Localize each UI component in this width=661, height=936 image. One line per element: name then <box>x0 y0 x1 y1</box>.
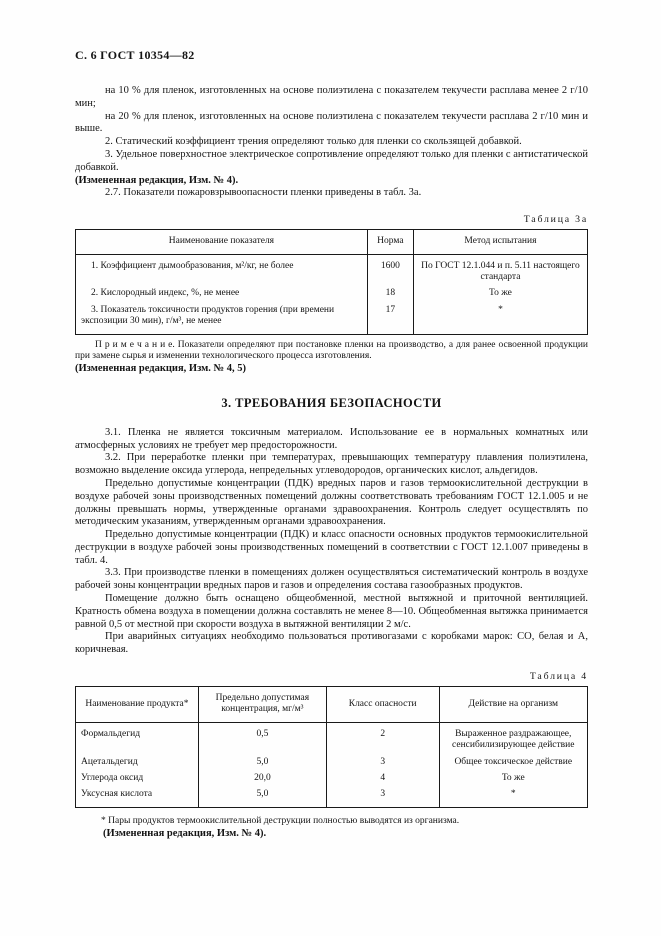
cell-concentration: 20,0 <box>198 770 326 786</box>
cell-product: Ацетальдегид <box>76 754 199 770</box>
paragraph-ventilation: Помещение должно быть оснащено общеобменной, местной вытяжной и приточной вентиляцией. Кратность обмена воздуха в помещении должна составлять не менее 8—10. Общеобменная вытяжка принимается равной 0,5 от местной при скорости воздуха в вытяжной вентиляции 2 м/с. <box>75 593 588 630</box>
table-4-caption: Таблица 4 <box>529 671 588 683</box>
paragraph-3-1: 3.1. Пленка не является токсичным материалом. Использование ее в нормальных комнатных или атмосферных условиях не требует мер предосторожности. <box>75 426 588 451</box>
cell-indicator: 3. Показатель токсичности продуктов горения (при времени экспозиции 30 мин), г/м³, не менее <box>76 302 368 334</box>
cell-product: Формальдегид <box>76 722 199 753</box>
cell-hazard-class: 4 <box>326 770 439 786</box>
cell-method: По ГОСТ 12.1.044 и п. 5.11 настоящего стандарта <box>413 254 587 285</box>
table-row <box>76 285 588 301</box>
table-row <box>76 302 588 334</box>
table-header-row <box>76 687 588 723</box>
table-row <box>76 770 588 786</box>
column-header-hazard-class: Класс опасности <box>326 687 439 723</box>
paragraph-3-2: 3.2. При переработке пленки при температурах, превышающих температуру плавления полиэтилена, возможно выделение оксида углерода, непредельных углеводородов, органических кислот, альдегидов. <box>75 452 588 477</box>
table-4-footnote: * Пары продуктов термоокислительной деструкции полностью выводятся из организма. <box>101 815 460 826</box>
table-row <box>76 722 588 753</box>
cell-effect: * <box>439 786 588 807</box>
cell-effect: Общее токсическое действие <box>439 754 588 770</box>
table-row <box>76 254 588 285</box>
paragraph-emergency: При аварийных ситуациях необходимо пользоваться противогазами с коробками марок: СО, белая и А, коричневая. <box>75 631 588 656</box>
cell-effect: Выраженное раздражающее, сенсибилизирующее действие <box>439 722 588 753</box>
column-header-indicator: Наименование показателя <box>76 230 368 254</box>
cell-product: Уксусная кислота <box>76 786 199 807</box>
amendment-line-2: (Измененная редакция, Изм. № 4, 5) <box>75 362 246 374</box>
page-header: С. 6 ГОСТ 10354—82 <box>75 48 195 62</box>
cell-effect: То же <box>439 770 588 786</box>
cell-hazard-class: 3 <box>326 754 439 770</box>
cell-concentration: 5,0 <box>198 754 326 770</box>
paragraph-pdk-2: Предельно допустимые концентрации (ПДК) и класс опасности основных продуктов термоокислительной деструкции в воздухе рабочей зоны производственных помещений в соответствии с ГОСТ 12.1.007 приведены в табл. 4. <box>75 529 588 566</box>
document-body <box>75 85 588 841</box>
paragraph-note-2: 2. Статический коэффициент трения определяют только для пленки со скользящей добавкой. <box>105 136 522 148</box>
cell-hazard-class: 2 <box>326 722 439 753</box>
column-header-product: Наименование продукта* <box>76 687 199 723</box>
table-3a-caption: Таблица 3а <box>523 214 588 226</box>
column-header-norm: Норма <box>367 230 413 254</box>
cell-norm: 1600 <box>367 254 413 285</box>
table-3a <box>75 229 588 334</box>
cell-indicator: 1. Коэффициент дымообразования, м²/кг, не более <box>76 254 368 285</box>
cell-method: То же <box>413 285 587 301</box>
cell-concentration: 0,5 <box>198 722 326 753</box>
paragraph-3-3: 3.3. При производстве пленки в помещениях должен осуществляться систематический контроль в воздухе рабочей зоны концентрации вредных паров и газов и определения состава газообразных продуктов. <box>75 567 588 592</box>
cell-norm: 17 <box>367 302 413 334</box>
paragraph-pdk-1: Предельно допустимые концентрации (ПДК) вредных паров и газов термоокислительной деструкции в воздухе рабочей зоны производственных помещений должны соответствовать требованиям ГОСТ 12.1.005 и не должны превышать нормы, утвержденные органами здравоохранения. Контроль следует осуществлять по методическим указаниям, утвержденным органами здравоохранения. <box>75 477 588 528</box>
cell-product: Углерода оксид <box>76 770 199 786</box>
table-3a-note: П р и м е ч а н и е. Показатели определяют при постановке пленки на производство, а для ранее освоенной продукции при замене сырья и изменении технологического процесса изготовления. <box>75 339 588 361</box>
table-row <box>76 754 588 770</box>
section-3-title: 3. ТРЕБОВАНИЯ БЕЗОПАСНОСТИ <box>221 395 442 410</box>
cell-concentration: 5,0 <box>198 786 326 807</box>
table-4 <box>75 686 588 808</box>
column-header-concentration: Предельно допустимая концентрация, мг/м³ <box>198 687 326 723</box>
amendment-line-1: (Измененная редакция, Изм. № 4). <box>75 174 239 186</box>
column-header-effect: Действие на организм <box>439 687 588 723</box>
column-header-method: Метод испытания <box>413 230 587 254</box>
cell-method: * <box>413 302 587 334</box>
paragraph-intro-1: на 10 % для пленок, изготовленных на основе полиэтилена с показателем текучести расплава менее 2 г/10 мин; <box>75 85 588 109</box>
table-header-row <box>76 230 588 254</box>
paragraph-note-3: 3. Удельное поверхностное электрическое сопротивление определяют только для пленки с антистатической добавкой. <box>75 148 588 173</box>
cell-hazard-class: 3 <box>326 786 439 807</box>
amendment-line-3: (Измененная редакция, Изм. № 4). <box>103 828 267 839</box>
cell-indicator: 2. Кислородный индекс, %, не менее <box>76 285 368 301</box>
paragraph-2-7: 2.7. Показатели пожаровзрывоопасности пленки приведены в табл. 3а. <box>105 187 422 199</box>
paragraph-intro-2: на 20 % для пленок, изготовленных на основе полиэтилена с показателем текучести расплава 2 г/10 мин и выше. <box>75 110 588 135</box>
table-row <box>76 786 588 807</box>
cell-norm: 18 <box>367 285 413 301</box>
